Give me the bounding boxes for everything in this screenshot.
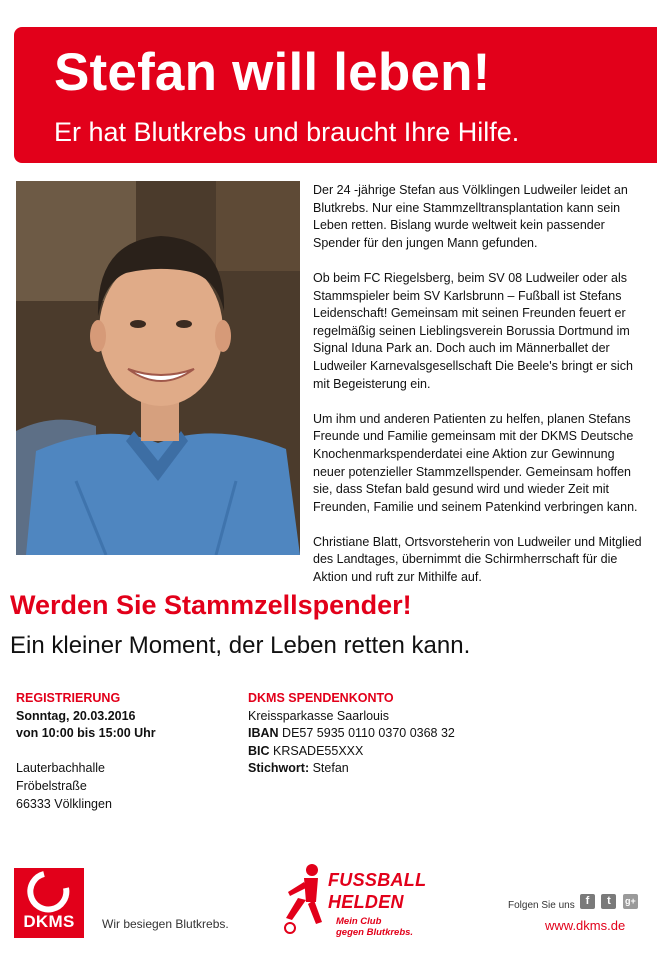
account-keyword — [248, 760, 508, 778]
article-paragraph: Ob beim FC Riegelsberg, beim SV 08 Ludweiler oder als Stammspieler beim SV Karlsbrunn – Fußball ist Stefans Leidenschaft! Gemeinsam mit seinen Freunden feuert er regelmäßig seinen Lieblingsverein Borussia Dortmund im Signal Iduna Park an. Doch auch im Männerballet der Ludweiler Karnevalsgesellschaft Die Beele's bringt er sich mit Begeisterung ein. — [313, 270, 633, 391]
partner-line-3: Mein Club — [336, 916, 382, 927]
account-bank: Kreissparkasse Saarlouis — [248, 708, 390, 723]
partner-line-1: FUSSBALL — [328, 870, 427, 890]
facebook-icon[interactable]: f — [580, 894, 595, 909]
keyword-value: Stefan — [312, 761, 349, 776]
cta-subtitle: Ein kleiner Moment, der Leben retten kann. — [10, 632, 471, 659]
registration-time: von 10:00 bis 15:00 Uhr — [16, 726, 156, 741]
website-link[interactable]: www.dkms.de — [545, 918, 626, 933]
social-links — [580, 894, 640, 910]
partner-line-2: HELDEN — [328, 892, 404, 912]
venue-city: 66333 Völklingen — [16, 796, 112, 811]
cta-title: Werden Sie Stammzellspender! — [10, 590, 412, 620]
dkms-slogan: Wir besiegen Blutkrebs. — [102, 917, 229, 931]
iban-label: IBAN — [248, 726, 279, 741]
article-body — [313, 182, 647, 604]
follow-label: Folgen Sie uns — [508, 900, 575, 911]
bic-value: KRSADE55XXX — [273, 743, 364, 758]
google-plus-icon[interactable]: g+ — [623, 894, 638, 909]
dkms-logo-text: DKMS — [23, 912, 75, 931]
registration-date: Sonntag, 20.03.2016 — [16, 708, 136, 723]
dkms-logo-mark-icon — [14, 868, 84, 918]
account-heading: DKMS SPENDENKONTO — [248, 691, 394, 705]
page-subtitle: Er hat Blutkrebs und braucht Ihre Hilfe. — [54, 117, 520, 147]
donation-account-block — [248, 690, 508, 778]
twitter-icon[interactable]: t — [601, 894, 616, 909]
fussball-helden-logo[interactable] — [282, 858, 432, 946]
article-paragraph: Christiane Blatt, Ortsvorsteherin von Ludweiler und Mitglied des Landtages, übernimmt die Schirmherrschaft für die Aktion und ruft zur Mithilfe auf. — [313, 534, 642, 585]
account-iban — [248, 725, 508, 743]
header-banner — [14, 27, 657, 163]
dkms-logo[interactable] — [14, 868, 84, 938]
partner-line-4: gegen Blutkrebs. — [336, 927, 414, 938]
venue-street: Fröbelstraße — [16, 778, 87, 793]
keyword-label: Stichwort: — [248, 761, 310, 776]
page-title: Stefan will leben! — [54, 43, 491, 102]
footballer-icon — [282, 862, 330, 942]
registration-block — [16, 690, 236, 813]
patient-photo — [16, 181, 300, 555]
portrait-image — [16, 181, 300, 555]
article-paragraph: Um ihm und anderen Patienten zu helfen, planen Stefans Freunde und Familie gemeinsam mit der DKMS Deutsche Knochenmarkspenderdatei eine Aktion zur Gewinnung neuer potenzieller Stammzellspender. Gemeinsam hoffen sie, dass Stefan bald gesund wird und wieder Zeit mit Freunden, Familie und seinem Patenkind verbringen kann. — [313, 411, 638, 514]
bic-label: BIC — [248, 743, 270, 758]
article-paragraph: Der 24 -jährige Stefan aus Völklingen Ludweiler leidet an Blutkrebs. Nur eine Stammzelltransplantation kann sein Leben retten. Bislang wurde weltweit kein passender Spender für den jungen Mann gefunden. — [313, 183, 628, 250]
iban-value: DE57 5935 0110 0370 0368 32 — [282, 726, 455, 741]
venue-name: Lauterbachhalle — [16, 761, 105, 776]
registration-heading: REGISTRIERUNG — [16, 691, 121, 705]
account-bic — [248, 743, 508, 761]
partner-tagline — [336, 916, 413, 938]
